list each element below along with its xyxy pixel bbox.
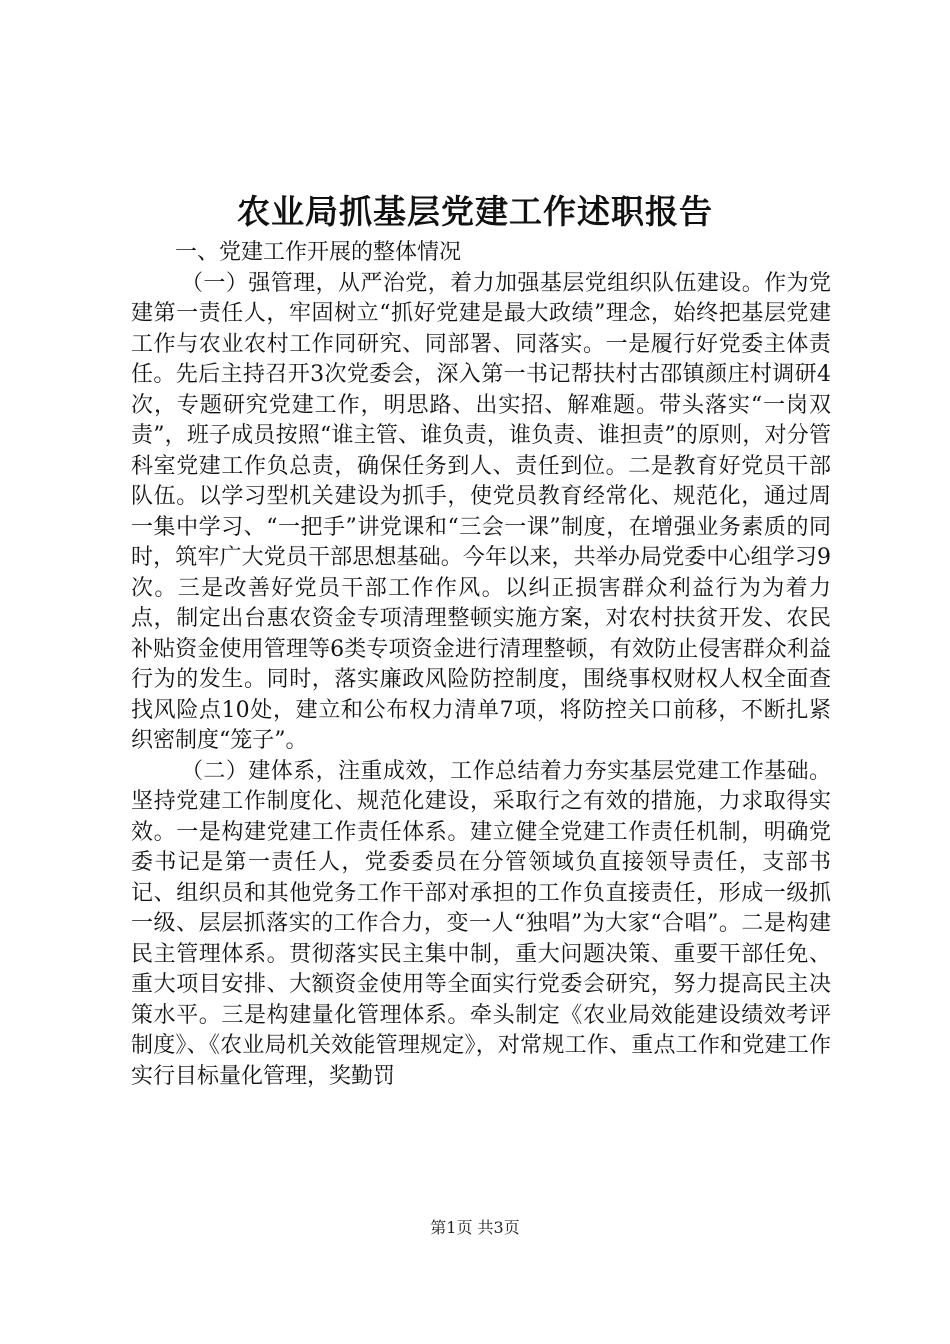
section-heading: 一、党建工作开展的整体情况	[175, 240, 462, 265]
document-body	[131, 238, 831, 1092]
page-footer: 第1页 共3页	[430, 1218, 520, 1237]
document-title: 农业局抓基层党建工作述职报告	[237, 192, 713, 231]
paragraph-1: （一）强管理，从严治党，着力加强基层党组织队伍建设。作为党建第一责任人，牢固树立“抓好党建是最大政绩”理念，始终把基层党建工作与农业农村工作同研究、同部署、同落实。一是履行好党委主体责任。先后主持召开3次党委会，深入第一书记帮扶村古邵镇颜庄村调研4次，专题研究党建工作，明思路、出实招、解难题。带头落实“一岗双责”，班子成员按照“谁主管、谁负责，谁负责、谁担责”的原则，对分管科室党建工作负总责，确保任务到人、责任到位。二是教育好党员干部队伍。以学习型机关建设为抓手，使党员教育经常化、规范化，通过周一集中学习、“一把手”讲党课和“三会一课”制度，在增强业务素质的同时，筑牢广大党员干部思想基础。今年以来，共举办局党委中心组学习9次。三是改善好党员干部工作作风。以纠正损害群众利益行为为着力点，制定出台惠农资金专项清理整顿实施方案，对农村扶贫开发、农民补贴资金使用管理等6类专项资金进行清理整顿，有效防止侵害群众利益行为的发生。同时，落实廉政风险防控制度，围绕事权财权人权全面查找风险点10处，建立和公布权力清单7项，将防控关口前移，不断扎紧织密制度“笼子”。	[131, 270, 831, 753]
paragraph-2: （二）建体系，注重成效，工作总结着力夯实基层党建工作基础。坚持党建工作制度化、规范化建设，采取行之有效的措施，力求取得实效。一是构建党建工作责任体系。建立健全党建工作责任机制，明确党委书记是第一责任人，党委委员在分管领域负直接领导责任，支部书记、组织员和其他党务工作干部对承担的工作负直接责任，形成一级抓一级、层层抓落实的工作合力，变一人“独唱”为大家“合唱”。二是构建民主管理体系。贯彻落实民主集中制，重大问题决策、重要干部任免、重大项目安排、大额资金使用等全面实行党委会研究，努力提高民主决策水平。三是构建量化管理体系。牵头制定《农业局效能建设绩效考评制度》、《农业局机关效能管理规定》，对常规工作、重点工作和党建工作实行目标量化管理，奖勤罚	[131, 758, 831, 1089]
